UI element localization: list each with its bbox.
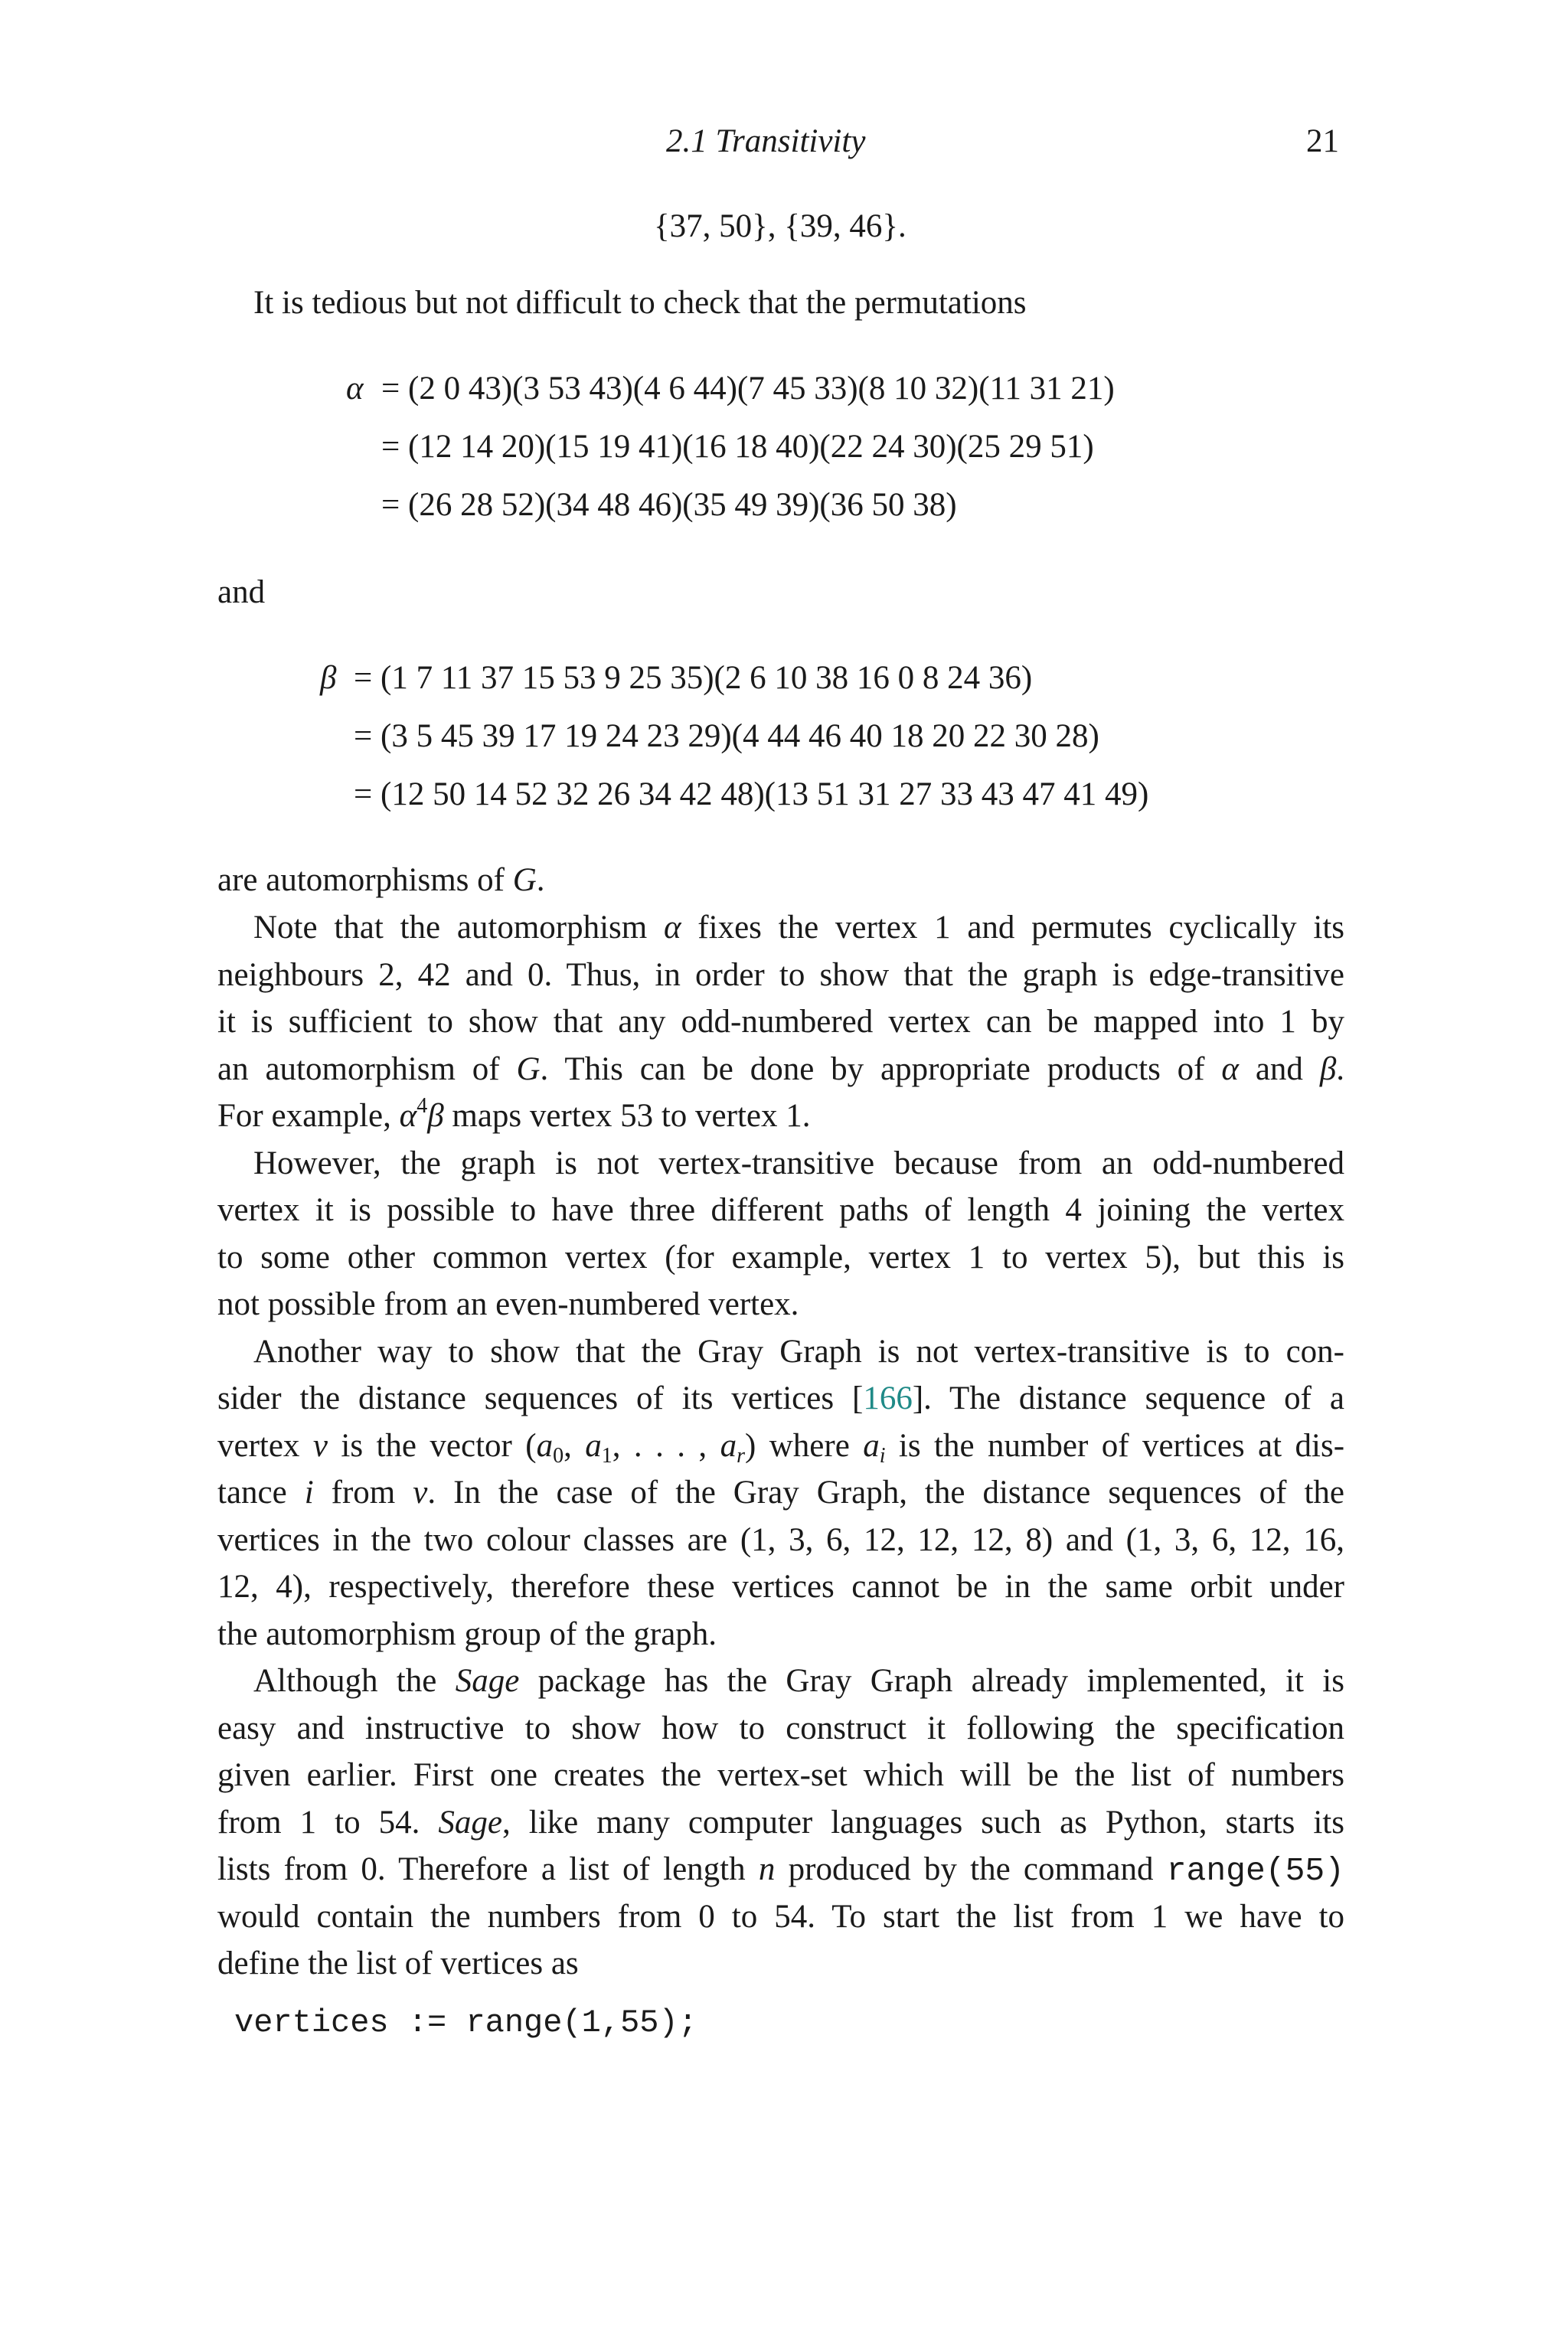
para3-line-4: tance i from v. In the case of the Gray Graph, the distance sequences of the xyxy=(217,1475,1345,1511)
para3-line-5: vertices in the two colour classes are (1, 3, 6, 12, 12, 12, 8) and (1, 3, 6, 12, 16, xyxy=(217,1522,1344,1558)
para4-line-6: would contain the numbers from 0 to 54. To start the list from 1 we have to xyxy=(217,1899,1344,1935)
para1-line-3: it is sufficient to show that any odd-numbered vertex can be mapped into 1 by xyxy=(217,1004,1344,1040)
beta-line-3: = (12 50 14 52 32 26 34 42 48)(13 51 31 27 33 43 47 41 49) xyxy=(354,776,1149,812)
para4-line-2: easy and instructive to show how to construct it following the specification xyxy=(217,1710,1344,1746)
para4-line-5: lists from 0. Therefore a list of length n produced by the command range(55) xyxy=(217,1851,1344,1890)
beta-symbol: β xyxy=(320,660,337,696)
para1-line-1: Note that the automorphism α fixes the vertex 1 and permutes cyclically its xyxy=(253,910,1344,946)
para4-line-4: from 1 to 54. Sage, like many computer languages such as Python, starts its xyxy=(217,1805,1344,1841)
para1-line-2: neighbours 2, 42 and 0. Thus, in order to show that the graph is edge-transitive xyxy=(217,957,1344,993)
and-word: and xyxy=(217,574,266,610)
para3-line-3: vertex v is the vector ($a_0$, $a_1$, . . . , $a_r$) where $a_i$ is the number of vertices at dis- xyxy=(217,1428,1345,1468)
alpha-line-3: = (26 28 52)(34 48 46)(35 49 39)(36 50 38) xyxy=(381,487,957,523)
para3-line-6: 12, 4), respectively, therefore these vertices cannot be in the same orbit under xyxy=(217,1569,1344,1605)
code-snippet: vertices := range(1,55); xyxy=(234,2004,697,2041)
citation-link[interactable]: 166 xyxy=(863,1380,913,1416)
para1-line-4: an automorphism of G. This can be done by appropriate products of α and β. xyxy=(217,1051,1344,1087)
para2-line-1: However, the graph is not vertex-transitive because from an odd-numbered xyxy=(253,1145,1344,1181)
are-automorphisms-line: are automorphisms of G. xyxy=(217,862,545,898)
para4-line-1: Although the Sage package has the Gray Graph already implemented, it is xyxy=(253,1663,1344,1699)
para2-line-3: to some other common vertex (for example, vertex 1 to vertex 5), but this is xyxy=(217,1240,1344,1276)
running-header-title: 2.1 Transitivity xyxy=(666,123,866,159)
page-number: 21 xyxy=(1306,123,1339,159)
para3-line-7: the automorphism group of the graph. xyxy=(217,1616,717,1652)
set-line: {37, 50}, {39, 46}. xyxy=(654,208,906,244)
para2-line-2: vertex it is possible to have three different paths of length 4 joining the vertex xyxy=(217,1192,1344,1228)
para2-line-4: not possible from an even-numbered vertex. xyxy=(217,1286,799,1322)
para3-line-2: sider the distance sequences of its vertices [166]. The distance sequence of a xyxy=(217,1380,1345,1416)
alpha-symbol: α xyxy=(346,371,364,407)
alpha-line-2: = (12 14 20)(15 19 41)(16 18 40)(22 24 30)(25 29 51) xyxy=(381,429,1094,465)
para1-line-5: For example, $\alpha^4\beta$ maps vertex 53 to vertex 1. xyxy=(217,1094,811,1134)
para3-line-1: Another way to show that the Gray Graph is not vertex-transitive is to con- xyxy=(253,1334,1344,1370)
beta-line-1: = (1 7 11 37 15 53 9 25 35)(2 6 10 38 16 0 8 24 36) xyxy=(354,660,1033,696)
intro-sentence: It is tedious but not difficult to check that the permutations xyxy=(253,285,1027,321)
para4-line-3: given earlier. First one creates the vertex-set which will be the list of numbers xyxy=(217,1757,1344,1793)
alpha-line-1: = (2 0 43)(3 53 43)(4 6 44)(7 45 33)(8 10 32)(11 31 21) xyxy=(381,371,1115,407)
beta-line-2: = (3 5 45 39 17 19 24 23 29)(4 44 46 40 18 20 22 30 28) xyxy=(354,718,1099,754)
para4-line-7: define the list of vertices as xyxy=(217,1945,579,1981)
